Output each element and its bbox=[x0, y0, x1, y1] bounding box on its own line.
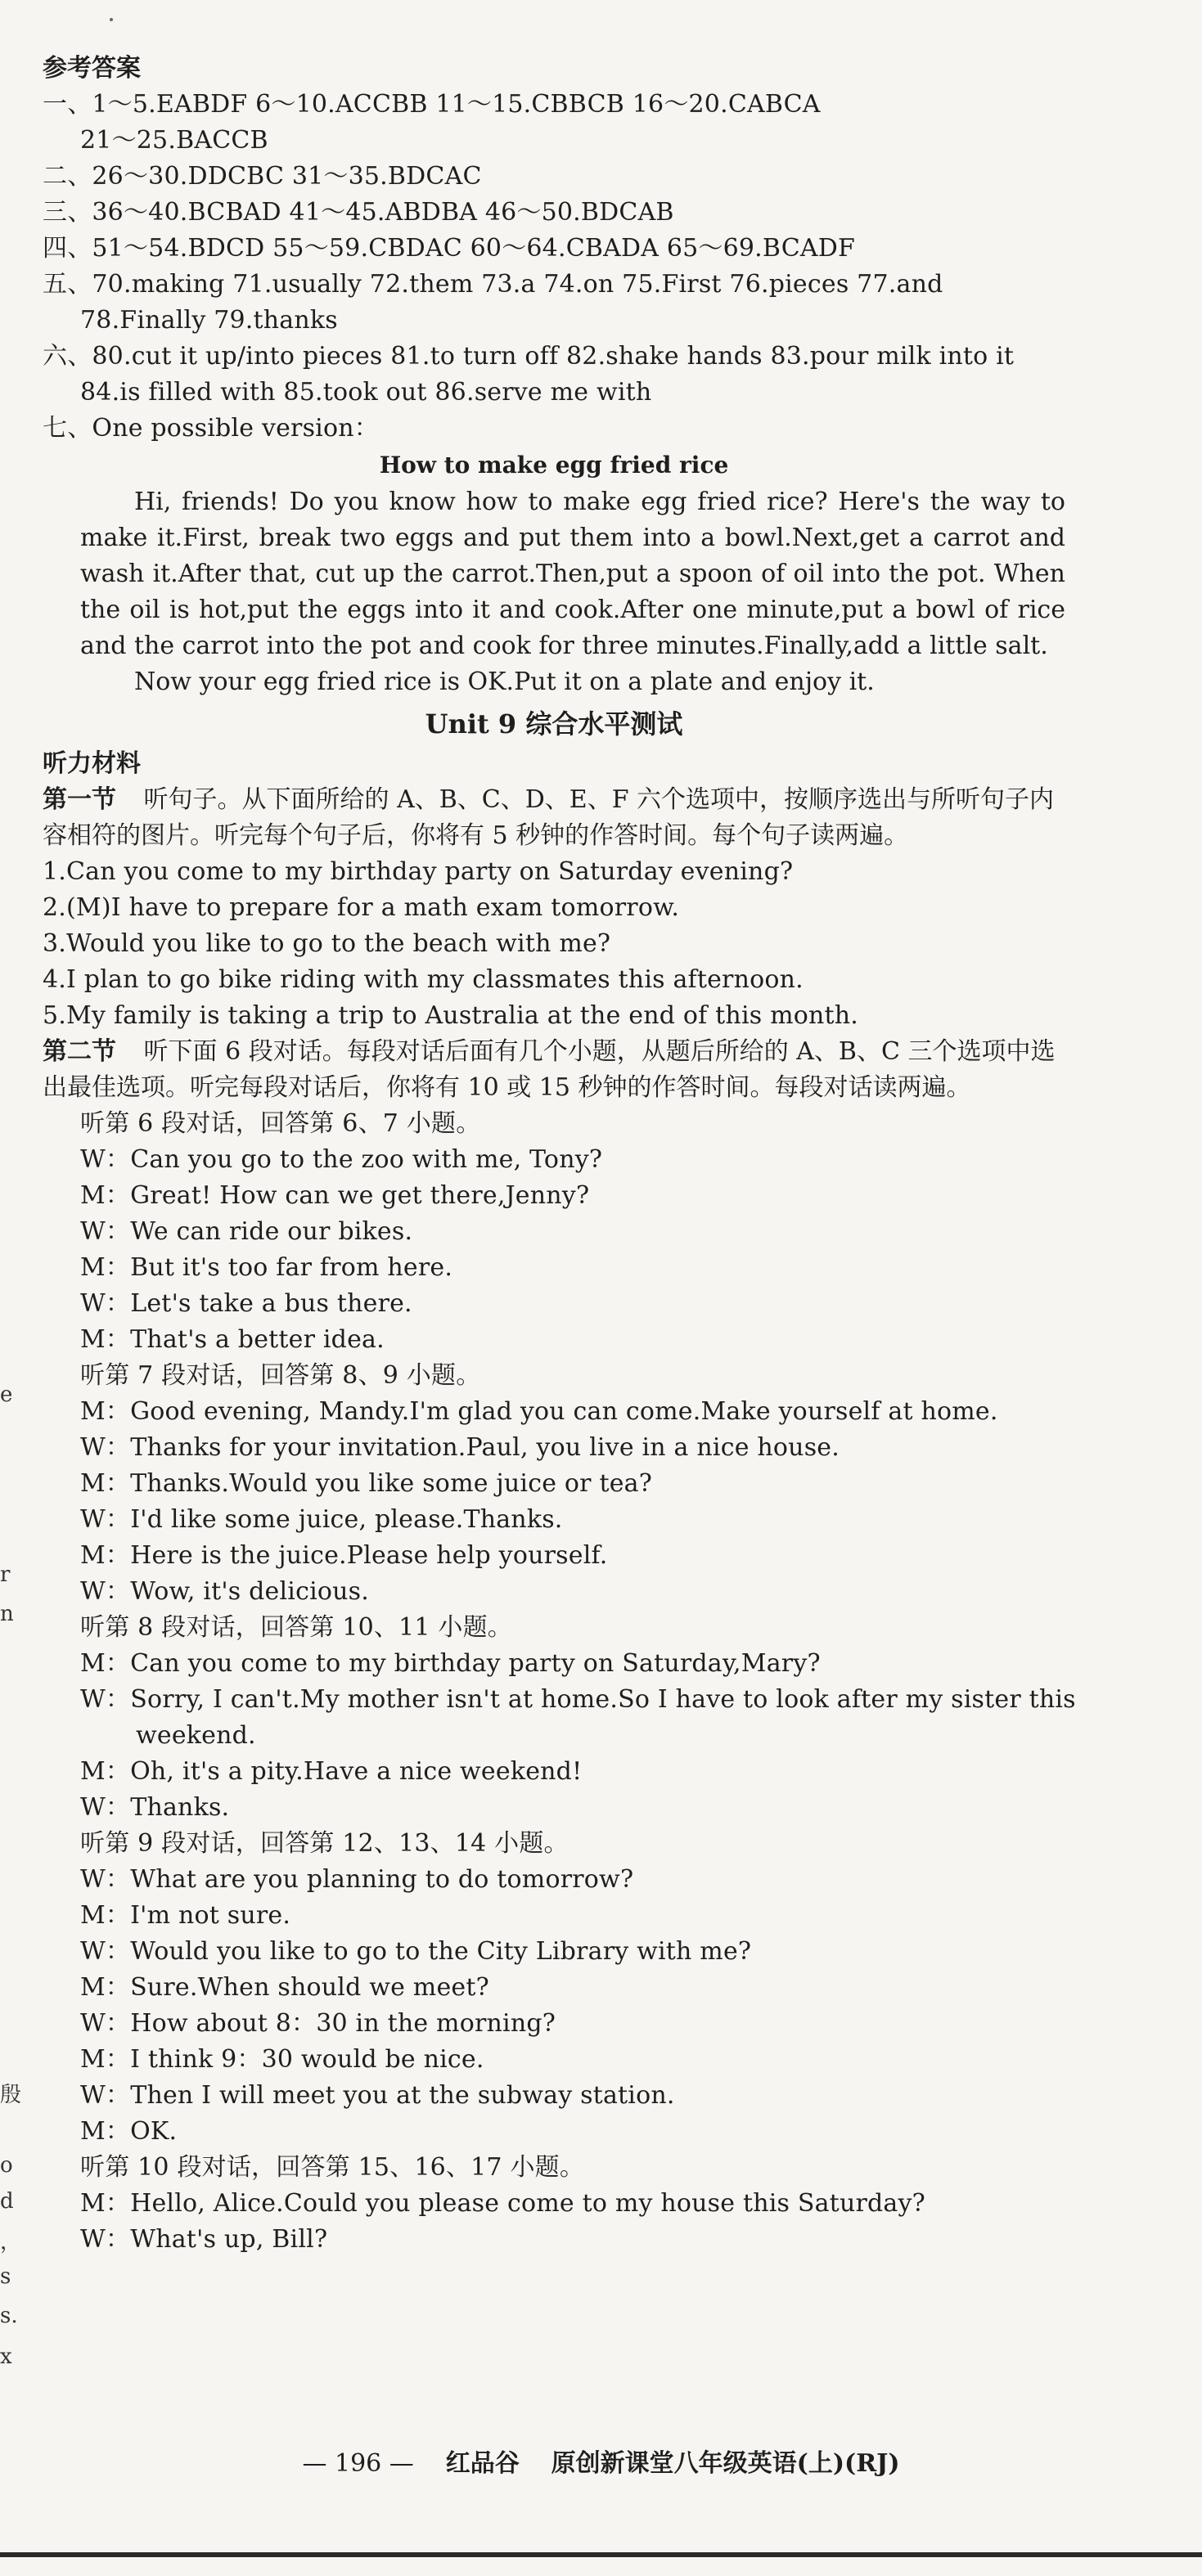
edge-mark: x bbox=[0, 2344, 12, 2369]
dialog-line: W：Wow, it's delicious. bbox=[80, 1577, 369, 1606]
section-1-text: 听句子。从下面所给的 A、B、C、D、E、F 六个选项中，按顺序选出与所听句子内容相符的图片。听完每个句子后，你将有 5 秒钟的作答时间。每个句子读两遍。 bbox=[43, 785, 1055, 850]
dialog-line: W：Let's take a bus there. bbox=[80, 1289, 412, 1318]
dialog-line: M：Sure.When should we meet? bbox=[80, 1973, 489, 2002]
dialog-line: M：But it's too far from here. bbox=[80, 1253, 453, 1282]
answer-line-6: 五、70.making 71.usually 72.them 73.a 74.on 75.First 76.pieces 77.and bbox=[43, 270, 943, 299]
publisher-brand: 红品谷 bbox=[445, 2449, 520, 2478]
essay-paragraph-1: Hi, friends! Do you know how to make egg fried rice? Here's the way to make it.First, break two eggs and put them into a bowl.Next,get a carrot and wash it.After that, cut up the carrot.Then,put a spoon of oil into the pot. When the oil is hot,put the eggs into it and cook.After one minute,put a bowl of rice and the carrot into the pot and cook for three minutes.Finally,add a little salt. bbox=[80, 488, 1065, 660]
section-1-block bbox=[43, 782, 1065, 854]
page-number: — 196 — bbox=[302, 2449, 414, 2478]
dialog-line: W：What are you planning to do tomorrow? bbox=[80, 1865, 634, 1894]
dialog-intro: 听第 6 段对话，回答第 6、7 小题。 bbox=[80, 1109, 481, 1138]
answer-line-4: 三、36～40.BCBAD 41～45.ABDBA 46～50.BDCAB bbox=[43, 198, 674, 227]
section-2-block bbox=[43, 1034, 1065, 1106]
dialog-line: W：Thanks for your invitation.Paul, you live in a nice house. bbox=[80, 1433, 840, 1462]
answer-line-2: 21～25.BACCB bbox=[80, 126, 268, 155]
dialog-line: M：Can you come to my birthday party on Saturday,Mary? bbox=[80, 1649, 821, 1678]
edge-mark: r bbox=[0, 1562, 11, 1587]
edge-mark: ， bbox=[0, 2230, 22, 2255]
dialog-line-continuation: weekend. bbox=[136, 1721, 256, 1750]
dialog-line: M：Hello, Alice.Could you please come to my house this Saturday? bbox=[80, 2189, 925, 2218]
edge-mark: e bbox=[0, 1382, 13, 1407]
dialog-line: M：That's a better idea. bbox=[80, 1325, 385, 1354]
dialog-line: W：We can ride our bikes. bbox=[80, 1217, 413, 1246]
edge-mark: s bbox=[0, 2264, 11, 2289]
edge-mark: d bbox=[0, 2189, 14, 2214]
dialog-line: W：Sorry, I can't.My mother isn't at home.So I have to look after my sister this bbox=[80, 1685, 1076, 1714]
answers-heading: 参考答案 bbox=[43, 54, 141, 83]
answer-line-10: 七、One possible version： bbox=[43, 414, 379, 443]
answer-line-8: 六、80.cut it up/into pieces 81.to turn off 82.shake hands 83.pour milk into it bbox=[43, 342, 1015, 371]
dialog-line: W：What's up, Bill? bbox=[80, 2225, 328, 2254]
dialog-intro: 听第 8 段对话，回答第 10、11 小题。 bbox=[80, 1613, 512, 1642]
listening-heading: 听力材料 bbox=[43, 749, 141, 778]
sentence-5: 5.My family is taking a trip to Australia at the end of this month. bbox=[43, 1001, 859, 1030]
dialog-line: W：Then I will meet you at the subway station. bbox=[80, 2081, 675, 2110]
essay-title: How to make egg fried rice bbox=[379, 452, 729, 479]
dialog-line: W：Would you like to go to the City Library with me? bbox=[80, 1937, 752, 1966]
bottom-scan-edge bbox=[0, 2552, 1202, 2557]
answer-line-1: 一、1～5.EABDF 6～10.ACCBB 11～15.CBBCB 16～20.CABCA bbox=[43, 90, 821, 119]
dialog-line: M：Here is the juice.Please help yourself. bbox=[80, 1541, 608, 1570]
essay-paragraph-2: Now your egg fried rice is OK.Put it on a plate and enjoy it. bbox=[134, 668, 875, 696]
dialog-line: M：I'm not sure. bbox=[80, 1901, 291, 1930]
content-column bbox=[43, 51, 1076, 2258]
sentence-3: 3.Would you like to go to the beach with me? bbox=[43, 929, 611, 958]
dialog-line: M：Great! How can we get there,Jenny? bbox=[80, 1181, 590, 1210]
scan-speck bbox=[110, 18, 113, 21]
answer-line-3: 二、26～30.DDCBC 31～35.BDCAC bbox=[43, 162, 482, 191]
dialog-line: M：Oh, it's a pity.Have a nice weekend! bbox=[80, 1757, 583, 1786]
dialog-intro: 听第 7 段对话，回答第 8、9 小题。 bbox=[80, 1361, 481, 1390]
dialog-line: M：Thanks.Would you like some juice or tea? bbox=[80, 1469, 653, 1498]
unit-title: Unit 9 综合水平测试 bbox=[425, 708, 683, 740]
edge-mark: o bbox=[0, 2153, 13, 2178]
dialog-line: W：How about 8：30 in the morning? bbox=[80, 2009, 556, 2038]
dialog-line: W：Can you go to the zoo with me, Tony? bbox=[80, 1145, 603, 1174]
sentence-1: 1.Can you come to my birthday party on Saturday evening? bbox=[43, 857, 794, 886]
section-2-heading: 第二节 bbox=[43, 1037, 116, 1066]
dialog-line: M：Good evening, Mandy.I'm glad you can come.Make yourself at home. bbox=[80, 1397, 998, 1426]
answer-line-5: 四、51～54.BDCD 55～59.CBDAC 60～64.CBADA 65～69.BCADF bbox=[43, 234, 855, 263]
section-1-heading: 第一节 bbox=[43, 785, 116, 814]
edge-mark: 殷 bbox=[0, 2083, 22, 2107]
dialog-line: W：Thanks. bbox=[80, 1793, 230, 1822]
sentence-2: 2.(M)I have to prepare for a math exam tomorrow. bbox=[43, 893, 680, 922]
section-2-text: 听下面 6 段对话。每段对话后面有几个小题，从题后所给的 A、B、C 三个选项中选出最佳选项。听完每段对话后，你将有 10 或 15 秒钟的作答时间。每段对话读两遍。 bbox=[43, 1037, 1056, 1102]
dialog-line: M：OK. bbox=[80, 2117, 178, 2146]
dialog-line: W：I'd like some juice, please.Thanks. bbox=[80, 1505, 563, 1534]
edge-mark: n bbox=[0, 1602, 14, 1626]
dialog-intro: 听第 10 段对话，回答第 15、16、17 小题。 bbox=[80, 2153, 585, 2182]
dialog-line: M：I think 9：30 would be nice. bbox=[80, 2045, 484, 2074]
edge-mark: s. bbox=[0, 2304, 18, 2328]
book-title: 原创新课堂八年级英语(上)(RJ) bbox=[551, 2449, 900, 2478]
answer-line-7: 78.Finally 79.thanks bbox=[80, 306, 338, 335]
sentence-4: 4.I plan to go bike riding with my classmates this afternoon. bbox=[43, 965, 804, 994]
dialog-intro: 听第 9 段对话，回答第 12、13、14 小题。 bbox=[80, 1829, 569, 1858]
answer-line-9: 84.is filled with 85.took out 86.serve me with bbox=[80, 378, 652, 407]
page-footer bbox=[0, 2446, 1202, 2482]
